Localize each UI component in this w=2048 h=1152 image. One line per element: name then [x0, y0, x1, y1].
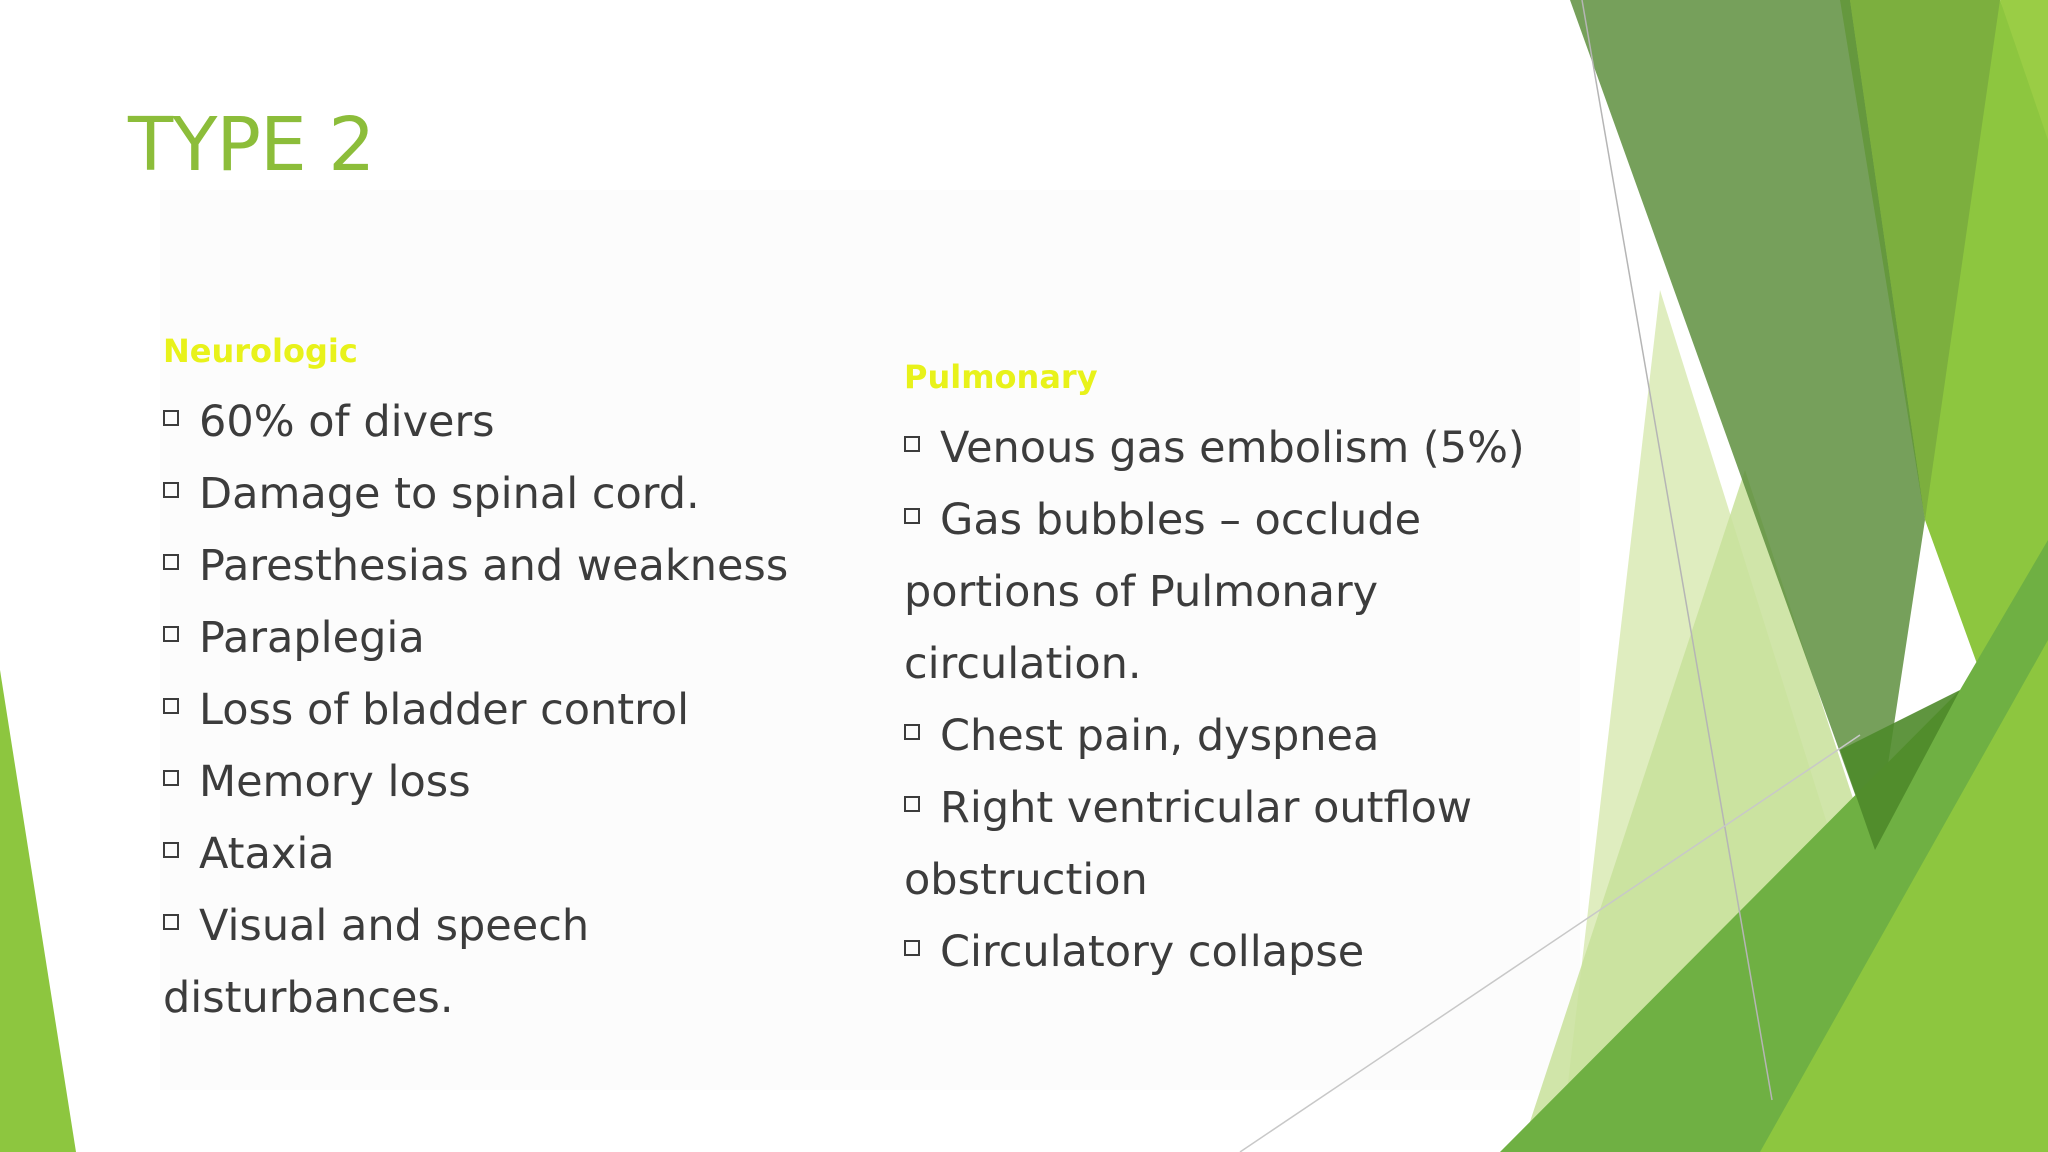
hollow-square-bullet-icon [163, 626, 179, 642]
list-item [163, 818, 863, 890]
list-item [163, 890, 863, 962]
list-item [163, 602, 863, 674]
hollow-square-bullet-icon [163, 410, 179, 426]
neurologic-heading: Neurologic [163, 332, 358, 370]
list-item-text: Chest pain, dyspnea [940, 711, 1380, 761]
list-item [163, 386, 863, 458]
neurologic-column [163, 326, 863, 1034]
list-item [904, 412, 1544, 484]
list-item [904, 700, 1544, 772]
slide-title: TYPE 2 [128, 102, 375, 188]
list-item [163, 674, 863, 746]
list-item-text: Loss of bladder control [199, 685, 690, 735]
list-item-text: obstruction [904, 855, 1148, 905]
list-item [163, 962, 863, 1034]
list-item-text: portions of Pulmonary [904, 567, 1379, 617]
list-item-text: disturbances. [163, 973, 454, 1023]
hollow-square-bullet-icon [904, 940, 920, 956]
list-item [904, 556, 1544, 628]
pulmonary-list [904, 412, 1544, 988]
list-item-text: Right ventricular outflow [940, 783, 1473, 833]
hollow-square-bullet-icon [163, 770, 179, 786]
pulmonary-heading: Pulmonary [904, 358, 1098, 396]
neurologic-list [163, 386, 863, 1034]
list-item [904, 916, 1544, 988]
pulmonary-column [904, 352, 1544, 988]
list-item [904, 484, 1544, 556]
list-item-text: 60% of divers [199, 397, 495, 447]
hollow-square-bullet-icon [904, 724, 920, 740]
list-item-text: Paresthesias and weakness [199, 541, 789, 591]
list-item [904, 772, 1544, 844]
hollow-square-bullet-icon [163, 482, 179, 498]
list-item [163, 530, 863, 602]
hollow-square-bullet-icon [163, 842, 179, 858]
hollow-square-bullet-icon [163, 554, 179, 570]
hollow-square-bullet-icon [904, 508, 920, 524]
list-item [163, 746, 863, 818]
list-item-text: Memory loss [199, 757, 471, 807]
hollow-square-bullet-icon [163, 698, 179, 714]
list-item [163, 458, 863, 530]
list-item [904, 844, 1544, 916]
list-item-text: Circulatory collapse [940, 927, 1365, 977]
hollow-square-bullet-icon [904, 796, 920, 812]
list-item-text: circulation. [904, 639, 1142, 689]
list-item [904, 628, 1544, 700]
hollow-square-bullet-icon [163, 914, 179, 930]
list-item-text: Paraplegia [199, 613, 425, 663]
list-item-text: Damage to spinal cord. [199, 469, 700, 519]
left-green-sliver [0, 670, 76, 1152]
list-item-text: Venous gas embolism (5%) [940, 423, 1525, 473]
hollow-square-bullet-icon [904, 436, 920, 452]
list-item-text: Ataxia [199, 829, 335, 879]
list-item-text: Visual and speech [199, 901, 590, 951]
list-item-text: Gas bubbles – occlude [940, 495, 1422, 545]
